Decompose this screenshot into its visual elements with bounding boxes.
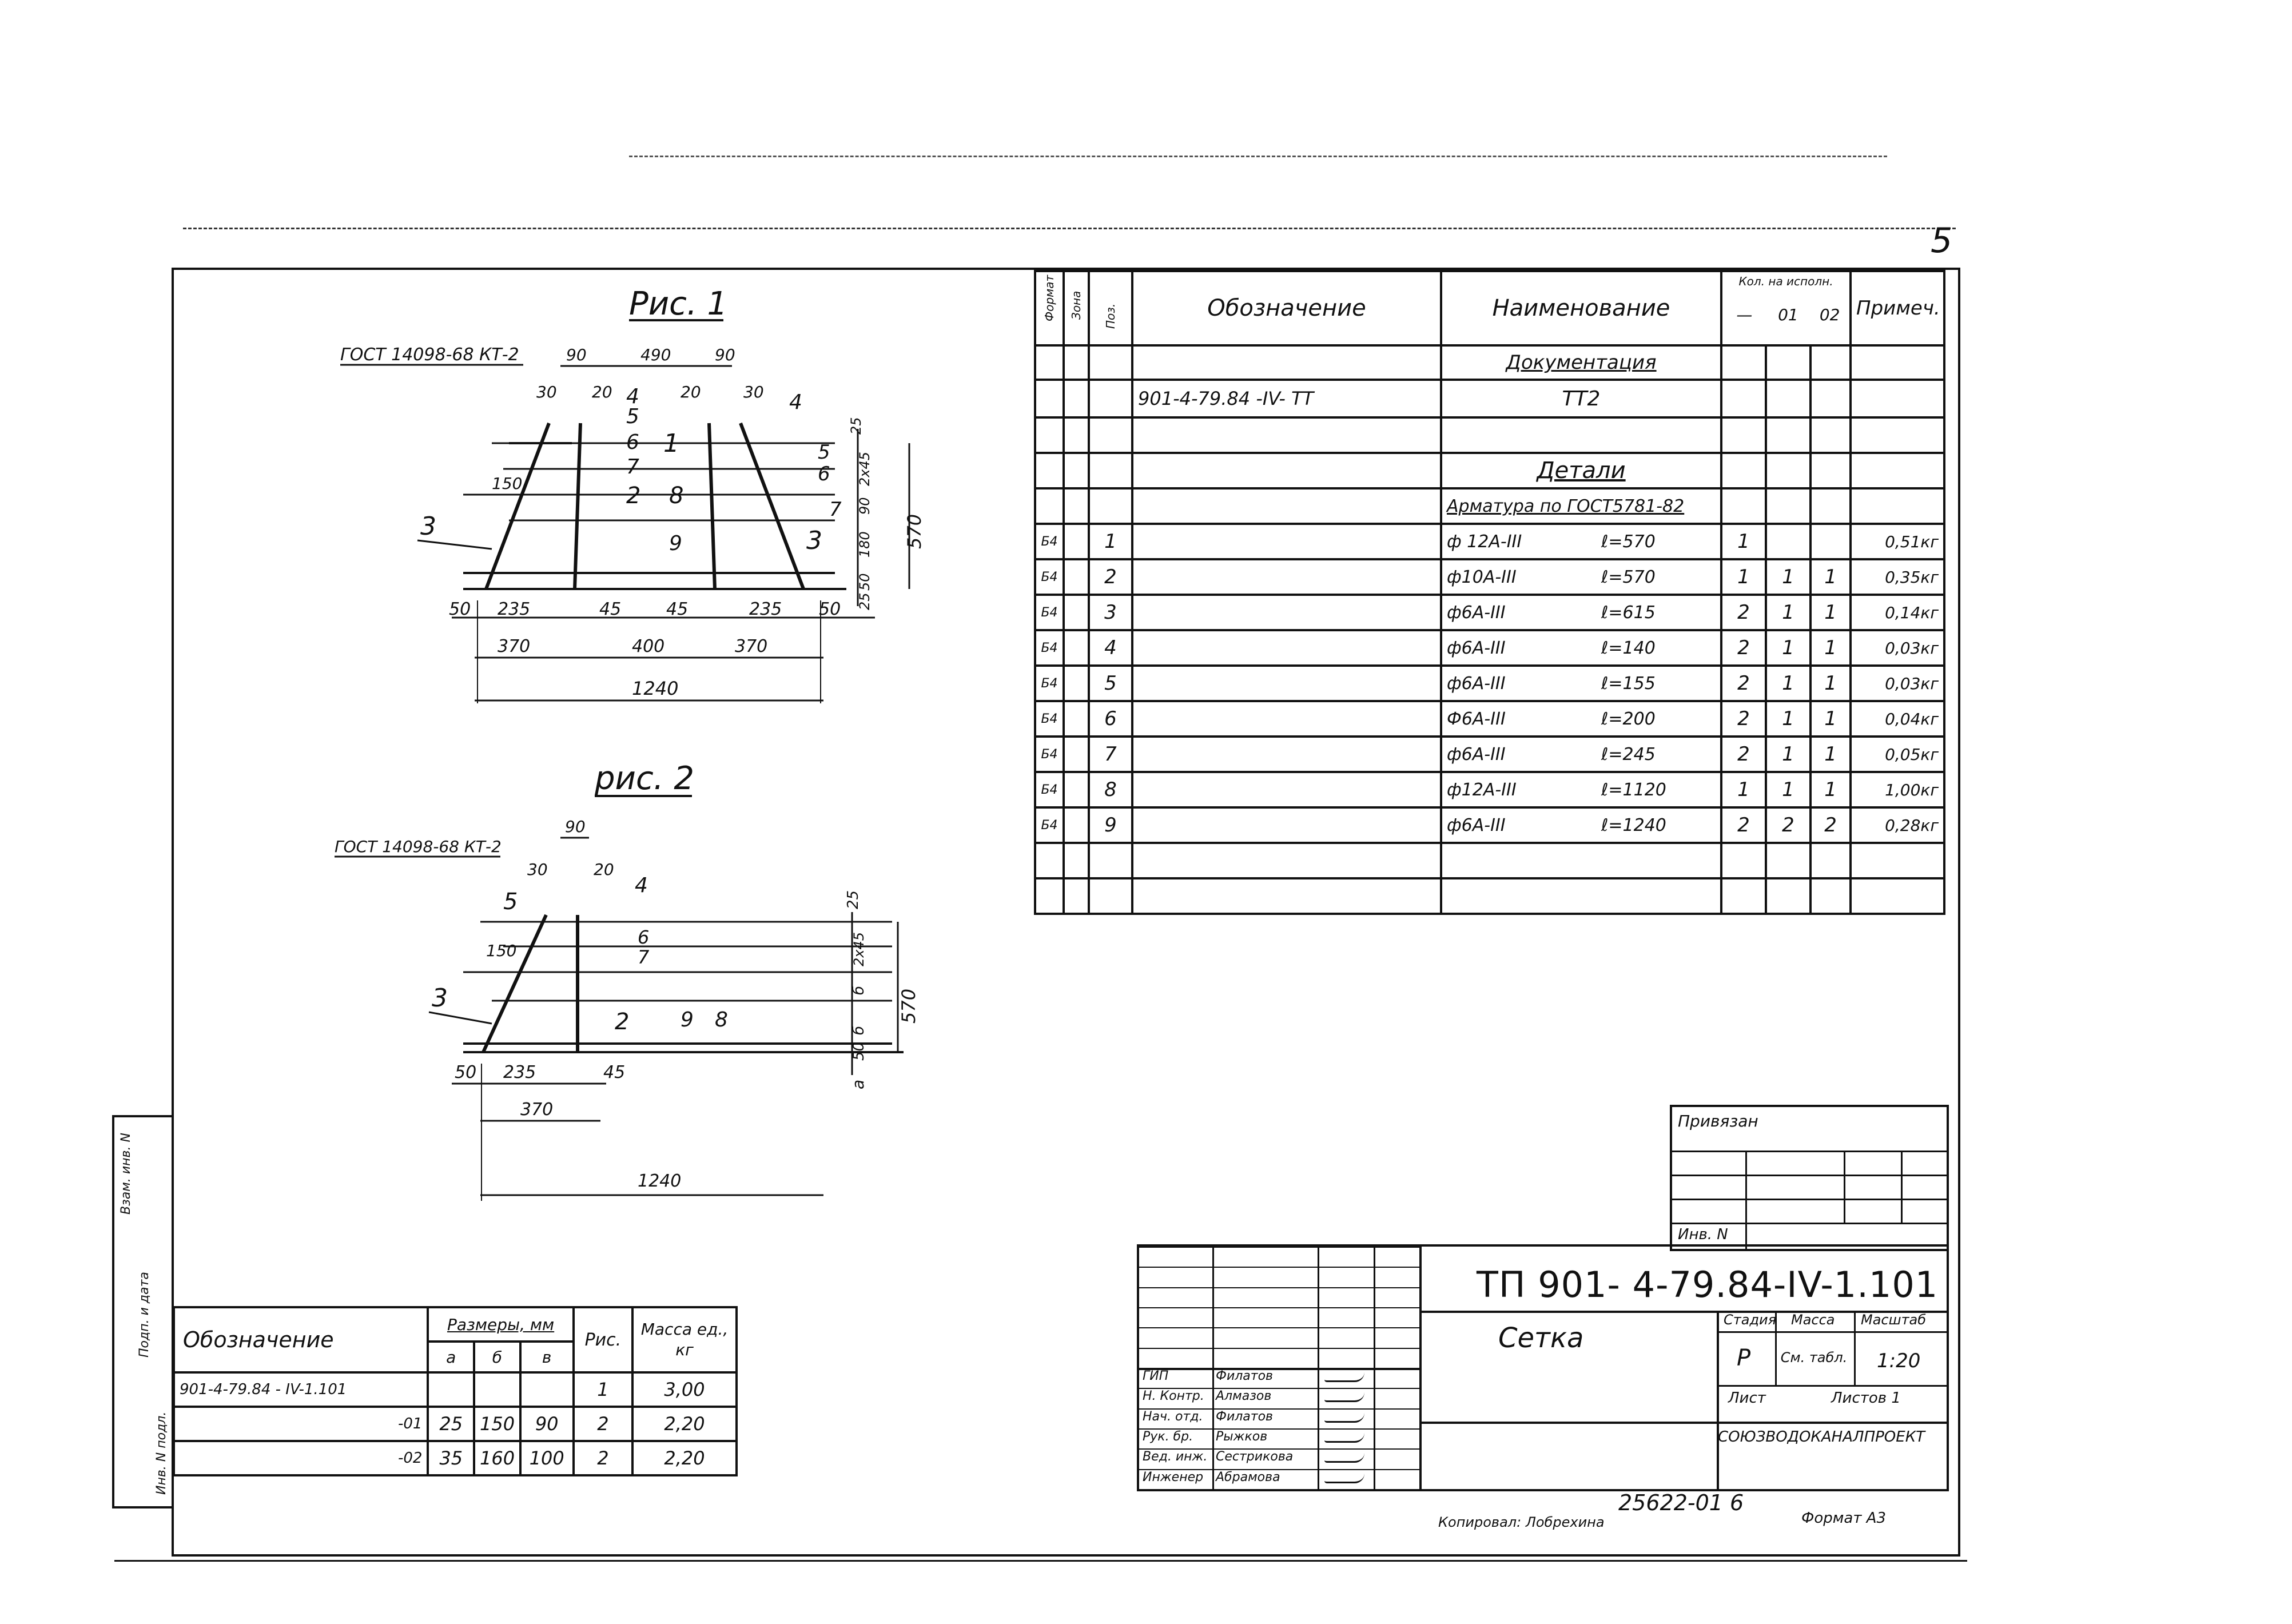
- spec-row-pos: 3: [1089, 595, 1132, 630]
- spec-row-q2: 1: [1810, 559, 1851, 595]
- spec-row-bar: ф 12А-III: [1447, 531, 1522, 552]
- staff-name: Филатов: [1216, 1409, 1274, 1424]
- spec-row-format: Б4: [1035, 701, 1064, 737]
- variants-h-fig: Рис.: [574, 1307, 632, 1372]
- spec-row-format: Б4: [1035, 630, 1064, 666]
- fig1-dim-b1-1: 235: [498, 599, 531, 619]
- spec-row-name: [1441, 595, 1721, 630]
- variant-a: 25: [428, 1407, 474, 1441]
- fig2-dim-b-1: 235: [503, 1062, 536, 1082]
- spec-row-bar: ф6А-III: [1447, 673, 1506, 694]
- spec-row-bar: ф6А-III: [1447, 602, 1506, 623]
- spec-doc-designation: 901-4-79.84 -IV- ТТ: [1132, 380, 1441, 417]
- scale-header: Масштаб: [1861, 1312, 1927, 1328]
- document-code: ТП 901- 4-79.84-IV-1.101: [1477, 1264, 1939, 1305]
- variant-a: [428, 1372, 474, 1407]
- staff-role: ГИП: [1143, 1369, 1169, 1383]
- fig1-dim-30a: 30: [536, 383, 557, 401]
- spec-h-pos: Поз.: [1089, 271, 1132, 345]
- spec-row-zone: [1064, 807, 1089, 843]
- spec-section-docs: [1035, 345, 1944, 380]
- spec-row-designation: [1132, 666, 1441, 701]
- fig1-dim-r-1: 2х45: [857, 451, 873, 486]
- list-label: Лист: [1728, 1390, 1766, 1407]
- fig1-height: 570: [904, 514, 925, 549]
- spec-row-designation: [1132, 595, 1441, 630]
- spec-row-designation: [1132, 737, 1441, 772]
- spec-h-qty: Кол. на исполн. — 01 02: [1721, 271, 1851, 345]
- spec-row-pos: 1: [1089, 524, 1132, 559]
- fig1-dim-b2-2: 370: [735, 636, 768, 656]
- spec-header-row: [1035, 271, 1944, 345]
- spec-h-name: Наименование: [1441, 271, 1721, 345]
- variant-a: 35: [428, 1441, 474, 1475]
- variant-row: [174, 1372, 737, 1407]
- staff-name: Алмазов: [1216, 1389, 1272, 1404]
- spec-row-q2: [1810, 524, 1851, 559]
- spec-section-parts: [1035, 453, 1944, 488]
- signature-mark: [1324, 1413, 1364, 1423]
- spec-row-note: 0,04кг: [1851, 701, 1944, 737]
- fig1-dim-b2-0: 370: [498, 636, 531, 656]
- fig2-title: рис. 2: [595, 760, 694, 797]
- variants-header-row-1: [174, 1307, 737, 1342]
- spec-row-zone: [1064, 595, 1089, 630]
- spec-row-q1: 1: [1766, 701, 1810, 737]
- fig1-dim-b1-3: 45: [666, 599, 689, 619]
- variants-h-c: в: [520, 1342, 574, 1372]
- fig2-dim-r-1: 2х45: [851, 932, 867, 966]
- spec-row-q2: 1: [1810, 630, 1851, 666]
- spec-row-name: [1441, 772, 1721, 807]
- signature-mark: [1324, 1433, 1364, 1443]
- variant-b: 160: [474, 1441, 520, 1475]
- spec-row-zone: [1064, 666, 1089, 701]
- variant-designation: 901-4-79.84 - IV-1.101: [174, 1372, 428, 1407]
- variant-designation: -01: [174, 1407, 428, 1441]
- spec-row-note: 0,35кг: [1851, 559, 1944, 595]
- fig2-dim-90: 90: [565, 817, 586, 836]
- fig2-gost: ГОСТ 14098-68 КТ-2: [335, 837, 502, 856]
- spec-row-pos: 6: [1089, 701, 1132, 737]
- left-margin-stamps: [112, 1115, 174, 1508]
- spec-row-designation: [1132, 524, 1441, 559]
- copied-by: Копировал: Лобрехина: [1438, 1514, 1605, 1530]
- fig2-pos-8: 8: [715, 1008, 728, 1032]
- format-label: Формат А3: [1801, 1510, 1887, 1527]
- spec-h-zone: Зона: [1064, 271, 1089, 345]
- document-name: Сетка: [1498, 1322, 1584, 1354]
- staff-name: Филатов: [1216, 1369, 1274, 1383]
- fig2-pos-6: 6: [638, 926, 650, 948]
- fig2-pos-7: 7: [638, 946, 650, 968]
- spec-row: [1035, 524, 1944, 559]
- bottom-rule: [114, 1560, 1967, 1562]
- spec-row-pos: 2: [1089, 559, 1132, 595]
- privyazan-block: [1670, 1105, 1949, 1251]
- staff-grid: [1139, 1247, 1419, 1489]
- spec-row: [1035, 666, 1944, 701]
- privyazan-label: Привязан: [1678, 1112, 1758, 1131]
- spec-row-bar: ф12А-III: [1447, 779, 1517, 800]
- title-block: [1137, 1244, 1949, 1491]
- spec-row-zone: [1064, 559, 1089, 595]
- variants-h-mass: Масса ед., кг: [632, 1307, 737, 1372]
- fig1-pos-6a: 6: [626, 431, 639, 454]
- spec-row-name: [1441, 559, 1721, 595]
- variants-h-b: б: [474, 1342, 520, 1372]
- spec-row-name: [1441, 630, 1721, 666]
- spec-row-note: 1,00кг: [1851, 772, 1944, 807]
- signature-mark: [1324, 1372, 1364, 1382]
- spec-row-q0: 1: [1721, 772, 1766, 807]
- spec-row-q1: 2: [1766, 807, 1810, 843]
- staff-role: Нач. отд.: [1143, 1409, 1203, 1424]
- spec-row-note: 0,51кг: [1851, 524, 1944, 559]
- fig1-dim-top-0: 90: [566, 345, 587, 364]
- variants-h-sizes: Размеры, мм: [428, 1307, 573, 1342]
- spec-row-name: [1441, 807, 1721, 843]
- top-rule-2: [629, 156, 1887, 157]
- variant-fig: 1: [574, 1372, 632, 1407]
- figure-2: [320, 755, 949, 1212]
- spec-row-q1: 1: [1766, 666, 1810, 701]
- fig1-dim-r-0: 25: [848, 417, 864, 435]
- variant-fig: 2: [574, 1441, 632, 1475]
- spec-row-note: 0,03кг: [1851, 630, 1944, 666]
- fig2-pos-3: 3: [432, 984, 448, 1013]
- privyazan-inv: Инв. N: [1678, 1226, 1728, 1243]
- fig2-dim-b-0: 50: [455, 1062, 477, 1082]
- fig2-height: 570: [898, 988, 920, 1024]
- stamp-inv: Инв. N подл.: [154, 1411, 169, 1495]
- stamp-vzam: Взам. инв. N: [119, 1133, 133, 1215]
- spec-row-designation: [1132, 630, 1441, 666]
- spec-row-designation: [1132, 701, 1441, 737]
- spec-row-note: 0,28кг: [1851, 807, 1944, 843]
- spec-row-q2: 1: [1810, 595, 1851, 630]
- fig1-pos-1: 1: [663, 429, 679, 458]
- stage-value: Р: [1737, 1345, 1751, 1371]
- spec-row-note: 0,14кг: [1851, 595, 1944, 630]
- spec-row-format: Б4: [1035, 524, 1064, 559]
- variant-b: [474, 1372, 520, 1407]
- spec-row-length: ℓ=570: [1601, 531, 1656, 552]
- spec-subsection-label: Арматура по ГОСТ5781-82: [1441, 488, 1721, 524]
- signature-mark: [1324, 1392, 1364, 1402]
- fig2-pos-4: 4: [635, 874, 648, 897]
- spec-subsection-row: [1035, 488, 1944, 524]
- fig1-title: Рис. 1: [629, 285, 728, 323]
- spec-row-zone: [1064, 737, 1089, 772]
- fig2-total: 1240: [638, 1171, 682, 1191]
- spec-table: [1034, 270, 1945, 915]
- spec-h-format: Формат: [1035, 271, 1064, 345]
- fig2-dim-b-2: 45: [603, 1062, 626, 1082]
- spec-row-zone: [1064, 701, 1089, 737]
- variant-c: 90: [520, 1407, 574, 1441]
- fig1-dim-b2-1: 400: [632, 636, 665, 656]
- figure-1: [320, 280, 1029, 726]
- spec-row-q1: 1: [1766, 559, 1810, 595]
- spec-row-note: 0,03кг: [1851, 666, 1944, 701]
- spec-row: [1035, 701, 1944, 737]
- staff-role: Рук. бр.: [1143, 1430, 1193, 1444]
- fig1-dim-r-2: 90: [857, 497, 873, 515]
- spec-row: [1035, 630, 1944, 666]
- fig1-pos-3b: 3: [806, 526, 822, 555]
- spec-empty-row-end-2: [1035, 878, 1944, 914]
- fig1-dim-b1-0: 50: [449, 599, 471, 619]
- fig1-pos-8: 8: [669, 483, 684, 509]
- variants-h-a: а: [428, 1342, 474, 1372]
- spec-row: [1035, 772, 1944, 807]
- spec-row-bar: ф10А-III: [1447, 567, 1517, 587]
- spec-row-q1: 1: [1766, 595, 1810, 630]
- spec-row-length: ℓ=570: [1601, 567, 1656, 587]
- variant-row: [174, 1441, 737, 1475]
- fig1-dim-20b: 20: [681, 383, 701, 401]
- spec-row-name: [1441, 666, 1721, 701]
- fig1-dim-top-2: 90: [715, 345, 735, 364]
- signature-mark: [1324, 1474, 1364, 1483]
- spec-row-zone: [1064, 772, 1089, 807]
- fig1-dim-r-5: 25: [857, 592, 873, 610]
- variant-c: [520, 1372, 574, 1407]
- spec-row-q0: 2: [1721, 630, 1766, 666]
- fig1-pos-7a: 7: [626, 455, 639, 479]
- fig2-dim-20: 20: [594, 860, 614, 879]
- signature-mark: [1324, 1453, 1364, 1463]
- staff-role: Инженер: [1143, 1470, 1204, 1484]
- spec-row-bar: Ф6А-III: [1447, 708, 1506, 729]
- fig1-pos-9: 9: [669, 532, 682, 555]
- spec-row-bar: ф6А-III: [1447, 815, 1506, 835]
- spec-row-q0: 2: [1721, 807, 1766, 843]
- spec-rows: [1035, 524, 1944, 843]
- variants-h-designation: Обозначение: [174, 1307, 428, 1372]
- stamp-podp: Подп. и дата: [137, 1272, 152, 1358]
- spec-row: [1035, 807, 1944, 843]
- spec-row-length: ℓ=140: [1601, 638, 1656, 658]
- fig1-pos-4b: 4: [789, 391, 802, 414]
- spec-row: [1035, 595, 1944, 630]
- spec-doc-row: [1035, 380, 1944, 417]
- stamp-number: 25622-01 6: [1618, 1490, 1744, 1515]
- staff-role: Н. Контр.: [1143, 1389, 1204, 1404]
- fig1-pos-4a: 4: [626, 385, 639, 408]
- spec-row: [1035, 559, 1944, 595]
- spec-row-q1: 1: [1766, 772, 1810, 807]
- spec-row-format: Б4: [1035, 807, 1064, 843]
- fig1-pos-5a: 5: [626, 405, 639, 428]
- fig2-dim-r-4: 50: [850, 1041, 868, 1061]
- spec-row-q0: 1: [1721, 559, 1766, 595]
- spec-row-q0: 2: [1721, 737, 1766, 772]
- spec-row-pos: 5: [1089, 666, 1132, 701]
- fig2-dim-r-3: б: [850, 1025, 868, 1035]
- spec-row-length: ℓ=1240: [1601, 815, 1666, 835]
- scale-value: 1:20: [1877, 1350, 1921, 1372]
- variant-designation: -02: [174, 1441, 428, 1475]
- spec-row-note: 0,05кг: [1851, 737, 1944, 772]
- spec-section-docs-label: Документация: [1441, 345, 1721, 380]
- variants-table: [173, 1306, 738, 1476]
- spec-doc-name: ТТ2: [1441, 380, 1721, 417]
- spec-row-zone: [1064, 524, 1089, 559]
- fig1-dim-b1-4: 235: [749, 599, 782, 619]
- stage-header: Стадия: [1724, 1312, 1777, 1328]
- spec-h-qty-2: 02: [1819, 305, 1840, 324]
- fig1-pos-7b: 7: [829, 498, 842, 521]
- spec-row-q2: 1: [1810, 666, 1851, 701]
- spec-row-q0: 2: [1721, 595, 1766, 630]
- top-rule: [183, 228, 1956, 229]
- variant-rows: [174, 1372, 737, 1475]
- staff-name: Сестрикова: [1216, 1450, 1294, 1464]
- spec-row-format: Б4: [1035, 595, 1064, 630]
- fig1-pos-2: 2: [626, 483, 641, 509]
- spec-row-zone: [1064, 630, 1089, 666]
- spec-row-pos: 4: [1089, 630, 1132, 666]
- fig1-pos-5b: 5: [818, 441, 830, 464]
- spec-row-bar: ф6А-III: [1447, 638, 1506, 658]
- spec-row-q2: 2: [1810, 807, 1851, 843]
- spec-row-designation: [1132, 772, 1441, 807]
- fig1-dim-top-1: 490: [640, 345, 671, 364]
- spec-empty-row: [1035, 417, 1944, 453]
- fig2-dim-b2: 370: [520, 1100, 554, 1120]
- spec-row-pos: 7: [1089, 737, 1132, 772]
- variant-mass: 3,00: [632, 1372, 737, 1407]
- spec-row-length: ℓ=245: [1601, 744, 1656, 765]
- spec-row-name: [1441, 737, 1721, 772]
- fig1-dim-20a: 20: [592, 383, 612, 401]
- spec-h-designation: Обозначение: [1132, 271, 1441, 345]
- fig1-dim-150: 150: [492, 474, 523, 493]
- fig2-pos-5: 5: [503, 889, 518, 915]
- spec-row-name: [1441, 524, 1721, 559]
- fig1-dim-b1-5: 50: [819, 599, 841, 619]
- staff-role: Вед. инж.: [1143, 1450, 1208, 1464]
- spec-row-pos: 8: [1089, 772, 1132, 807]
- fig2-dim-r-2: б: [850, 985, 868, 995]
- spec-row-length: ℓ=615: [1601, 602, 1656, 623]
- spec-row-length: ℓ=200: [1601, 708, 1656, 729]
- page-number: 5: [1931, 221, 1953, 261]
- spec-row: [1035, 737, 1944, 772]
- spec-row-q0: 2: [1721, 666, 1766, 701]
- spec-row-name: [1441, 701, 1721, 737]
- spec-row-pos: 9: [1089, 807, 1132, 843]
- fig1-dim-30b: 30: [743, 383, 764, 401]
- mass-header: Масса: [1791, 1312, 1835, 1328]
- staff-name: Рыжков: [1216, 1430, 1268, 1444]
- fig1-dim-b1-2: 45: [599, 599, 622, 619]
- spec-h-note: Примеч.: [1851, 271, 1944, 345]
- spec-row-q1: 1: [1766, 630, 1810, 666]
- spec-row-designation: [1132, 559, 1441, 595]
- spec-row-q2: 1: [1810, 701, 1851, 737]
- variant-fig: 2: [574, 1407, 632, 1441]
- spec-row-format: Б4: [1035, 666, 1064, 701]
- spec-row-q2: 1: [1810, 737, 1851, 772]
- fig2-pos-2: 2: [615, 1009, 630, 1035]
- spec-row-designation: [1132, 807, 1441, 843]
- spec-row-format: Б4: [1035, 559, 1064, 595]
- spec-h-qty-1: 01: [1778, 305, 1798, 324]
- spec-row-bar: ф6А-III: [1447, 744, 1506, 765]
- organization: СОЮЗВОДОКАНАЛПРОЕКТ: [1718, 1428, 1925, 1446]
- variant-row: [174, 1407, 737, 1441]
- fig1-gost: ГОСТ 14098-68 КТ-2: [340, 345, 519, 365]
- fig2-pos-9: 9: [681, 1008, 694, 1032]
- fig1-pos-3a: 3: [420, 512, 436, 541]
- fig2-dim-150: 150: [486, 941, 517, 960]
- fig2-dim-r-5: а: [849, 1079, 868, 1089]
- spec-h-qty-0: —: [1736, 305, 1753, 324]
- fig2-dim-r-0: 25: [845, 890, 862, 909]
- spec-row-length: ℓ=155: [1601, 673, 1656, 694]
- spec-row-q2: 1: [1810, 772, 1851, 807]
- fig1-pos-6b: 6: [818, 463, 830, 485]
- spec-section-parts-label: Детали: [1441, 453, 1721, 488]
- spec-row-q0: 2: [1721, 701, 1766, 737]
- variant-mass: 2,20: [632, 1407, 737, 1441]
- mass-value: См. табл.: [1780, 1350, 1848, 1366]
- spec-row-q1: [1766, 524, 1810, 559]
- spec-row-length: ℓ=1120: [1601, 779, 1666, 800]
- variant-mass: 2,20: [632, 1441, 737, 1475]
- lists-label: Листов 1: [1831, 1390, 1901, 1407]
- variant-b: 150: [474, 1407, 520, 1441]
- staff-name: Абрамова: [1216, 1470, 1280, 1484]
- fig2-dim-30: 30: [527, 860, 548, 879]
- spec-row-q0: 1: [1721, 524, 1766, 559]
- fig1-dim-r-3: 180: [857, 531, 873, 558]
- fig1-total: 1240: [632, 678, 679, 699]
- spec-row-q1: 1: [1766, 737, 1810, 772]
- fig1-dim-r-4: 50: [857, 573, 873, 591]
- spec-row-format: Б4: [1035, 772, 1064, 807]
- variant-c: 100: [520, 1441, 574, 1475]
- spec-row-format: Б4: [1035, 737, 1064, 772]
- spec-empty-row-end-1: [1035, 843, 1944, 878]
